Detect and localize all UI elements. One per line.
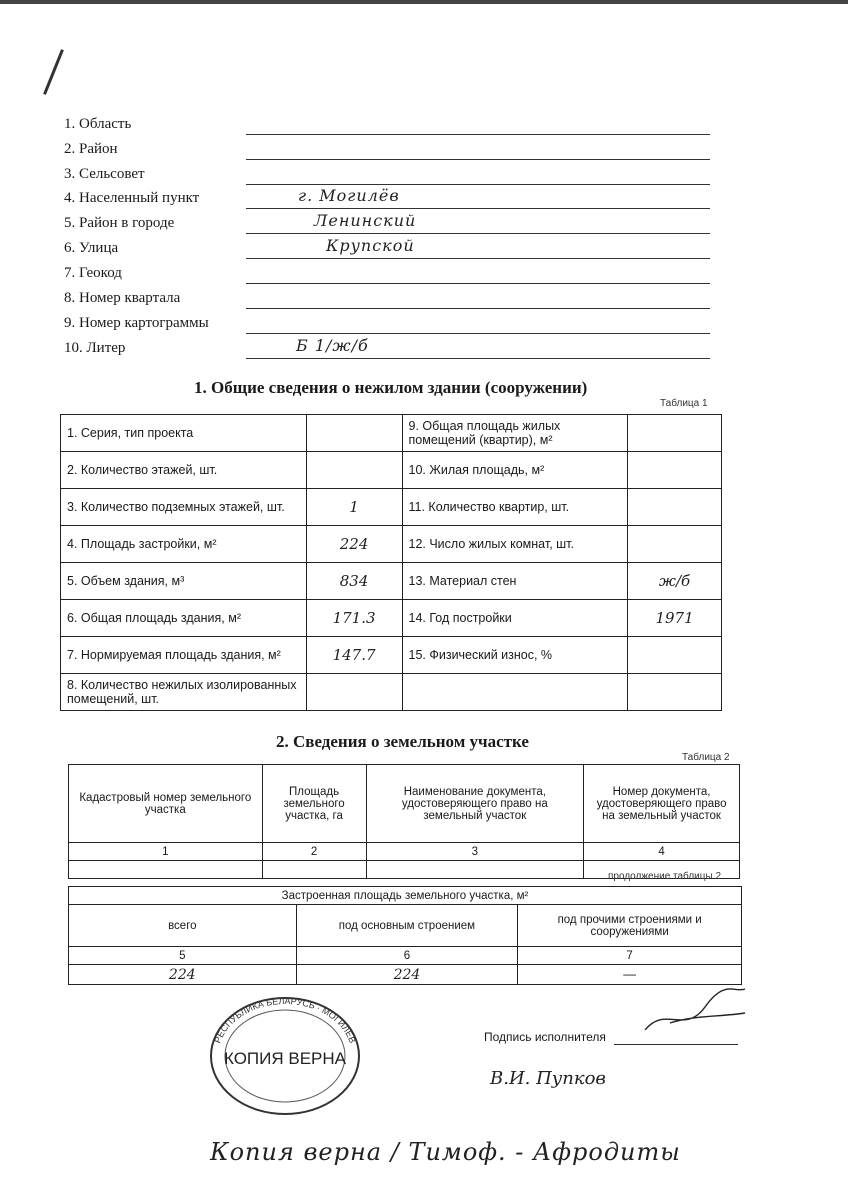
left-label: 3. Количество подземных этажей, шт. (61, 489, 307, 526)
address-field-label: 2. Район (64, 141, 118, 157)
address-field-label: 10. Литер (64, 340, 126, 356)
built-area-header: Застроенная площадь земельного участка, м² (69, 887, 742, 905)
scan-mark (43, 49, 64, 95)
right-label: 11. Количество квартир, шт. (402, 489, 628, 526)
address-field-line (246, 308, 710, 309)
header-plot-area: Площадь земельного участка, га (262, 765, 366, 843)
right-value: ж/б (628, 563, 722, 600)
table1-caption: Таблица 1 (660, 398, 708, 409)
col-number: 6 (296, 947, 518, 965)
header-cadastral-number: Кадастровый номер земельного участка (69, 765, 263, 843)
address-field-line (246, 159, 710, 160)
address-field-line (246, 184, 710, 185)
handwritten-certification: Копия верна / Тимоф. - Афродиты (210, 1138, 681, 1166)
address-field-label: 1. Область (64, 116, 132, 132)
cadastral-number-value (69, 861, 263, 879)
building-info-table (60, 414, 722, 711)
address-field (0, 114, 848, 138)
address-field-line (246, 258, 710, 259)
address-field (0, 238, 848, 262)
left-value: 147.7 (306, 637, 402, 674)
right-value (628, 674, 722, 711)
signature-label: Подпись исполнителя (484, 1030, 606, 1044)
right-label (402, 674, 628, 711)
table-row (61, 489, 722, 526)
right-value (628, 452, 722, 489)
right-label: 9. Общая площадь жилых помещений (квартир), м² (402, 415, 628, 452)
right-value (628, 489, 722, 526)
official-stamp (200, 994, 370, 1124)
col-number: 4 (584, 843, 740, 861)
table-row (61, 452, 722, 489)
left-label: 6. Общая площадь здания, м² (61, 600, 307, 637)
address-field-line (246, 333, 710, 334)
header-other-buildings: под прочими строениями и сооружениями (518, 905, 742, 947)
right-label: 12. Число жилых комнат, шт. (402, 526, 628, 563)
address-field-line (246, 283, 710, 284)
left-label: 4. Площадь застройки, м² (61, 526, 307, 563)
table2-caption: Таблица 2 (682, 752, 730, 763)
built-area-table (68, 886, 742, 985)
table-row (61, 674, 722, 711)
total-area-value: 224 (69, 965, 297, 985)
land-plot-table (68, 764, 740, 879)
address-field-label: 4. Населенный пункт (64, 190, 200, 206)
address-field (0, 288, 848, 312)
stamp-text: РЕСПУБЛИКА БЕЛАРУСЬ · МОГИЛЁВ (212, 995, 358, 1045)
address-field-label: 7. Геокод (64, 265, 122, 281)
table-row (61, 415, 722, 452)
table-row (61, 600, 722, 637)
col-number: 2 (262, 843, 366, 861)
col-number: 1 (69, 843, 263, 861)
address-field-line (246, 208, 710, 209)
address-field-value: Ленинский (314, 211, 417, 230)
address-field-label: 8. Номер квартала (64, 290, 181, 306)
col-number: 3 (366, 843, 584, 861)
signature-scribble (640, 985, 750, 1035)
left-value: 1 (306, 489, 402, 526)
address-field (0, 213, 848, 237)
left-value (306, 674, 402, 711)
right-value: 1971 (628, 600, 722, 637)
other-buildings-area-value: — (518, 965, 742, 985)
right-label: 15. Физический износ, % (402, 637, 628, 674)
left-label: 1. Серия, тип проекта (61, 415, 307, 452)
stamp-overlay-text: КОПИЯ ВЕРНА (223, 1049, 347, 1068)
left-value (306, 415, 402, 452)
left-value (306, 452, 402, 489)
right-label: 14. Год постройки (402, 600, 628, 637)
signature-line (614, 1044, 738, 1045)
handwritten-name: В.И. Пупков (490, 1068, 606, 1089)
left-label: 5. Объем здания, м³ (61, 563, 307, 600)
address-field-label: 6. Улица (64, 240, 119, 256)
address-field-line (246, 233, 710, 234)
address-field-value: Б 1/ж/б (296, 336, 369, 355)
left-label: 2. Количество этажей, шт. (61, 452, 307, 489)
table-row (61, 637, 722, 674)
address-field-value: г. Могилёв (298, 186, 400, 205)
main-building-area-value: 224 (296, 965, 518, 985)
header-document-name: Наименование документа, удостоверяющего право на земельный участок (366, 765, 584, 843)
left-value: 834 (306, 563, 402, 600)
left-label: 8. Количество нежилых изолированных помещений, шт. (61, 674, 307, 711)
header-main-building: под основным строением (296, 905, 518, 947)
col-number: 5 (69, 947, 297, 965)
address-field (0, 139, 848, 163)
address-field-line (246, 358, 710, 359)
document-name-value (366, 861, 584, 879)
header-total: всего (69, 905, 297, 947)
right-value (628, 415, 722, 452)
address-field (0, 313, 848, 337)
left-label: 7. Нормируемая площадь здания, м² (61, 637, 307, 674)
scan-edge (0, 0, 848, 4)
right-label: 10. Жилая площадь, м² (402, 452, 628, 489)
address-field-line (246, 134, 710, 135)
address-field (0, 188, 848, 212)
left-value: 224 (306, 526, 402, 563)
table2-continuation-caption: продолжение таблицы 2 (608, 871, 722, 882)
section1-title: 1. Общие сведения о нежилом здании (сооружении) (194, 378, 588, 397)
right-value (628, 637, 722, 674)
address-field-value: Крупской (326, 236, 415, 255)
plot-area-value (262, 861, 366, 879)
address-field-label: 9. Номер картограммы (64, 315, 209, 331)
header-document-number: Номер документа, удостоверяющего право на земельный участок (584, 765, 740, 843)
address-field (0, 338, 848, 362)
address-field (0, 164, 848, 188)
col-number: 7 (518, 947, 742, 965)
address-field (0, 263, 848, 287)
table-row (61, 526, 722, 563)
address-field-label: 3. Сельсовет (64, 166, 145, 182)
address-field-label: 5. Район в городе (64, 215, 175, 231)
section2-title: 2. Сведения о земельном участке (276, 732, 529, 751)
table-row (61, 563, 722, 600)
right-value (628, 526, 722, 563)
right-label: 13. Материал стен (402, 563, 628, 600)
left-value: 171.3 (306, 600, 402, 637)
